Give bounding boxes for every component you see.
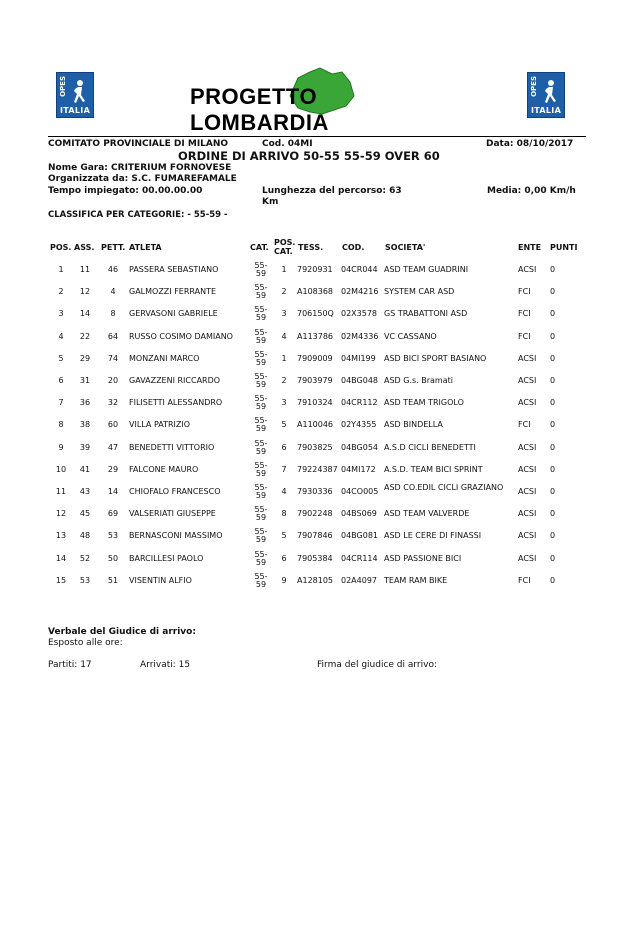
cell-societa: ASD TEAM GUADRINI [384, 265, 469, 274]
cell-tess: A113786 [297, 331, 334, 341]
cell-cod: 04CR112 [341, 398, 378, 408]
cell-poscat: 8 [281, 509, 287, 519]
race-name: Nome Gara: CRITERIUM FORNOVESE [48, 163, 232, 173]
cell-atleta: GERVASONI GABRIELE [129, 309, 218, 319]
table-row [0, 503, 630, 525]
cell-pos: 5 [58, 353, 64, 363]
col-ass: ASS. [74, 243, 95, 252]
col-cat: CAT. [250, 243, 269, 252]
logo-text-italia: ITALIA [60, 106, 91, 115]
cell-pos: 8 [58, 420, 64, 430]
committee: COMITATO PROVINCIALE DI MILANO [48, 139, 229, 149]
cell-societa: TEAM RAM BIKE [384, 575, 448, 585]
cell-tess: 7902248 [297, 509, 333, 519]
cell-ass: 11 [79, 265, 91, 274]
cell-cat-line1: 55- [254, 349, 268, 359]
cell-cat-line2: 59 [255, 557, 267, 567]
cell-societa: ASD G.s. Bramati [384, 376, 453, 385]
cell-tess: 7920931 [297, 265, 333, 274]
table-row [0, 370, 630, 392]
header-divider [48, 136, 586, 137]
progetto-lombardia-banner [180, 66, 450, 135]
cell-poscat: 4 [281, 331, 287, 341]
cell-pos: 13 [55, 531, 67, 541]
cell-cat [252, 284, 270, 300]
cell-punti: 0 [550, 464, 556, 474]
code: Cod. 04MI [262, 139, 313, 149]
cell-punti: 0 [550, 442, 556, 452]
cell-cat-line2: 59 [255, 468, 267, 478]
cell-pos: 14 [55, 553, 67, 563]
col-cod: COD. [342, 243, 365, 252]
cell-cat-line1: 55- [254, 261, 268, 270]
cell-ass: 45 [79, 509, 91, 519]
cell-cat-line2: 59 [255, 424, 267, 434]
organizer: Organizzata da: S.C. FUMAREFAMALE [48, 174, 237, 184]
cell-atleta: BARCILLESI PAOLO [129, 553, 204, 563]
partiti: Partiti: 17 [48, 660, 92, 670]
table-row [0, 326, 630, 348]
cell-atleta: FILISETTI ALESSANDRO [129, 398, 223, 408]
cell-cat [252, 528, 270, 544]
cell-pos: 10 [55, 464, 67, 474]
cell-pos: 1 [58, 265, 64, 274]
cell-ente: FCI [518, 287, 531, 297]
table-row [0, 414, 630, 436]
cell-cod: 04BG054 [341, 442, 378, 452]
cell-cat [252, 506, 270, 522]
cell-tess: A128105 [297, 575, 334, 585]
cell-cod: 02M4336 [341, 331, 379, 341]
cell-cat [252, 417, 270, 433]
cell-tess: 7909009 [297, 353, 333, 363]
cell-atleta: GAVAZZENI RICCARDO [129, 376, 221, 385]
cell-atleta: FALCONE MAURO [129, 464, 199, 474]
cell-ente: FCI [518, 575, 531, 585]
cell-societa: ASD PASSIONE BICI [384, 553, 462, 563]
cell-cat-line2: 59 [255, 269, 267, 278]
cell-ente: ACSI [518, 442, 537, 452]
cell-pett: 20 [107, 376, 119, 385]
cell-punti: 0 [550, 309, 556, 319]
cell-cat-line1: 55- [254, 460, 268, 470]
cell-ass: 39 [79, 442, 91, 452]
cell-societa: ASD TEAM VALVERDE [384, 509, 470, 519]
cell-punti: 0 [550, 376, 556, 385]
cell-tess: A110046 [297, 420, 334, 430]
cell-societa: ASD LE CERE DI FINASSI [384, 531, 482, 541]
table-row [0, 459, 630, 481]
cell-cat-line2: 59 [255, 335, 267, 345]
cell-cat [252, 484, 270, 500]
table-row [0, 392, 630, 414]
cell-poscat: 6 [281, 553, 287, 563]
cell-ass: 36 [79, 398, 91, 408]
cell-cat [252, 351, 270, 367]
cell-pos: 7 [58, 398, 64, 408]
cell-ass: 29 [79, 353, 91, 363]
cell-cat [252, 573, 270, 589]
col-tess: TESS. [298, 243, 324, 252]
cell-pett: 64 [107, 331, 119, 341]
cell-atleta: MONZANI MARCO [129, 353, 200, 363]
cell-cat-line1: 55- [254, 305, 268, 315]
logo-text-opes: OPES [530, 76, 538, 97]
cell-societa: A.S.D CICLI BENEDETTI [384, 442, 476, 452]
page-title: ORDINE DI ARRIVO 50-55 55-59 OVER 60 [178, 149, 440, 163]
cell-pett: 4 [110, 287, 116, 297]
cell-cod: 04CR044 [341, 265, 378, 274]
cell-societa: SYSTEM CAR ASD [384, 287, 455, 297]
cell-pos: 12 [55, 509, 67, 519]
cell-poscat: 5 [281, 531, 287, 541]
cell-tess: 79224387 [297, 464, 338, 474]
col-punti: PUNTI [550, 243, 578, 252]
cell-cod: 04MI172 [341, 464, 376, 474]
cell-cat [252, 329, 270, 345]
cell-societa: ASD BICI SPORT BASIANO [384, 353, 487, 363]
opes-italia-logo-right [527, 72, 565, 118]
cell-ass: 43 [79, 487, 91, 496]
cell-poscat: 4 [281, 487, 287, 496]
judge-title: Verbale del Giudice di arrivo: [48, 627, 196, 637]
cell-ente: ACSI [518, 509, 537, 519]
cell-cat-line2: 59 [255, 291, 267, 301]
category-label: CLASSIFICA PER CATEGORIE: - 55-59 - [48, 210, 228, 220]
cell-cat-line1: 55- [254, 416, 268, 426]
cell-atleta: PASSERA SEBASTIANO [129, 265, 219, 274]
cell-ass: 41 [79, 464, 91, 474]
col-poscat-1: POS. [274, 238, 296, 247]
cell-societa: ASD BINDELLA [384, 420, 443, 430]
arrivati: Arrivati: 15 [140, 660, 191, 670]
cell-poscat: 6 [281, 442, 287, 452]
col-pos: POS. [50, 243, 72, 252]
cell-pos: 11 [55, 487, 67, 496]
cell-cat-line1: 55- [254, 505, 268, 515]
cell-punti: 0 [550, 353, 556, 363]
cell-pett: 8 [110, 309, 116, 319]
table-row [0, 437, 630, 459]
cell-cod: 04BG048 [341, 376, 378, 385]
cell-atleta: CHIOFALO FRANCESCO [129, 487, 221, 496]
col-societa: SOCIETA' [385, 243, 426, 252]
cell-pett: 46 [107, 265, 119, 274]
cell-atleta: VILLA PATRIZIO [129, 420, 191, 430]
cell-punti: 0 [550, 265, 556, 274]
cell-cat [252, 373, 270, 389]
cell-punti: 0 [550, 287, 556, 297]
logo-text-opes: OPES [59, 76, 67, 97]
cell-ente: FCI [518, 331, 531, 341]
cell-ass: 38 [79, 420, 91, 430]
cell-cat-line1: 55- [254, 327, 268, 337]
table-row [0, 303, 630, 325]
table-row [0, 525, 630, 547]
cell-ente: ACSI [518, 553, 537, 563]
cell-pos: 6 [58, 376, 64, 385]
cell-cod: 02A4097 [341, 575, 378, 585]
cell-societa: VC CASSANO [384, 331, 437, 341]
cell-tess: 7903825 [297, 442, 333, 452]
judge-signature: Firma del giudice di arrivo: [317, 660, 437, 670]
cell-tess: 7903979 [297, 376, 333, 385]
distance: Lunghezza del percorso: 63 [262, 186, 402, 196]
date: Data: 08/10/2017 [486, 139, 574, 149]
cell-poscat: 5 [281, 420, 287, 430]
posted-time: Esposto alle ore: [48, 638, 123, 648]
cell-punti: 0 [550, 509, 556, 519]
cell-cat-line2: 59 [255, 446, 267, 456]
cell-tess: 7907846 [297, 531, 333, 541]
cell-cat [252, 440, 270, 456]
table-row [0, 570, 630, 592]
cell-cod: 04CO005 [341, 487, 379, 496]
cell-cod: 04BS069 [341, 509, 377, 519]
cell-ass: 52 [79, 553, 91, 563]
cell-societa: ASD CO.EDIL CICLI GRAZIANO [384, 483, 504, 492]
cell-pos: 9 [58, 442, 64, 452]
cell-ente: ACSI [518, 353, 537, 363]
time-used: Tempo impiegato: 00.00.00.00 [48, 186, 203, 196]
cell-cat-line1: 55- [254, 549, 268, 559]
cell-ente: ACSI [518, 376, 537, 385]
cell-ass: 31 [79, 376, 91, 385]
cell-cat-line2: 59 [255, 579, 267, 589]
runner-icon [540, 79, 558, 107]
cell-poscat: 3 [281, 309, 287, 319]
cell-cod: 02X3578 [341, 309, 378, 319]
cell-ente: ACSI [518, 531, 537, 541]
table-row [0, 548, 630, 570]
cell-cat [252, 462, 270, 478]
cell-cat-line2: 59 [255, 313, 267, 323]
table-row [0, 259, 630, 281]
opes-italia-logo-left [56, 72, 94, 118]
cell-cat-line2: 59 [255, 402, 267, 412]
cell-tess: 7905384 [297, 553, 333, 563]
cell-cat-line2: 59 [255, 380, 267, 389]
cell-societa: GS TRABATTONI ASD [384, 309, 468, 319]
cell-pett: 60 [107, 420, 119, 430]
cell-poscat: 1 [281, 265, 287, 274]
cell-poscat: 2 [281, 287, 287, 297]
cell-cod: 04CR114 [341, 553, 378, 563]
col-pett: PETT. [101, 243, 126, 252]
cell-pett: 14 [107, 487, 119, 496]
cell-pett: 51 [107, 575, 119, 585]
cell-pett: 47 [107, 442, 119, 452]
cell-cat-line2: 59 [255, 357, 267, 367]
cell-atleta: VISENTIN ALFIO [129, 575, 192, 585]
cell-tess: 706150Q [297, 309, 334, 319]
logo-text-italia: ITALIA [531, 106, 562, 115]
cell-ass: 48 [79, 531, 91, 541]
cell-pett: 74 [107, 353, 119, 363]
cell-punti: 0 [550, 553, 556, 563]
cell-poscat: 3 [281, 398, 287, 408]
cell-cod: 04BG081 [341, 531, 378, 541]
cell-ente: ACSI [518, 398, 537, 408]
table-row [0, 281, 630, 303]
cell-societa: ASD TEAM TRIGOLO [384, 398, 464, 408]
cell-cod: 02Y4355 [341, 420, 377, 430]
cell-cat-line1: 55- [254, 527, 268, 537]
cell-ass: 53 [79, 575, 91, 585]
cell-cat [252, 551, 270, 567]
cell-pos: 2 [58, 287, 64, 297]
table-row [0, 348, 630, 370]
runner-icon [69, 79, 87, 107]
average-speed: Media: 0,00 Km/h [487, 186, 576, 196]
cell-ass: 22 [79, 331, 91, 341]
cell-ente: ACSI [518, 464, 537, 474]
cell-cat-line1: 55- [254, 571, 268, 581]
cell-punti: 0 [550, 398, 556, 408]
table-row [0, 481, 630, 503]
cell-cat-line1: 55- [254, 438, 268, 448]
cell-punti: 0 [550, 420, 556, 430]
cell-societa: A.S.D. TEAM BICI SPRINT [384, 464, 483, 474]
cell-tess: 7930336 [297, 487, 333, 496]
cell-punti: 0 [550, 531, 556, 541]
cell-cod: 04MI199 [341, 353, 376, 363]
cell-poscat: 9 [281, 575, 287, 585]
cell-cat-line1: 55- [254, 372, 268, 381]
cell-cat [252, 306, 270, 322]
cell-cat [252, 395, 270, 411]
cell-tess: 7910324 [297, 398, 333, 408]
cell-pett: 50 [107, 553, 119, 563]
cell-pett: 29 [107, 464, 119, 474]
cell-ass: 14 [79, 309, 91, 319]
cell-ente: FCI [518, 420, 531, 430]
distance-unit: Km [262, 197, 279, 207]
cell-atleta: BERNASCONI MASSIMO [129, 531, 223, 541]
cell-pett: 32 [107, 398, 119, 408]
cell-pett: 69 [107, 509, 119, 519]
cell-ente: ACSI [518, 487, 537, 496]
cell-pett: 53 [107, 531, 119, 541]
cell-pos: 15 [55, 575, 67, 585]
cell-cat-line2: 59 [255, 513, 267, 523]
cell-poscat: 2 [281, 376, 287, 385]
banner-title: PROGETTO LOMBARDIA [190, 84, 329, 135]
cell-tess: A108368 [297, 287, 334, 297]
cell-atleta: BENEDETTI VITTORIO [129, 442, 215, 452]
col-poscat-2: CAT. [274, 247, 293, 256]
cell-atleta: RUSSO COSIMO DAMIANO [129, 331, 233, 341]
cell-punti: 0 [550, 331, 556, 341]
cell-atleta: GALMOZZI FERRANTE [129, 287, 217, 297]
cell-ente: ACSI [518, 265, 537, 274]
cell-atleta: VALSERIATI GIUSEPPE [129, 509, 216, 519]
cell-ass: 12 [79, 287, 91, 297]
cell-punti: 0 [550, 487, 556, 496]
cell-cat-line2: 59 [255, 491, 267, 500]
cell-cat-line2: 59 [255, 535, 267, 545]
cell-cat-line1: 55- [254, 283, 268, 293]
cell-cat-line1: 55- [254, 483, 268, 492]
cell-punti: 0 [550, 575, 556, 585]
cell-poscat: 1 [281, 353, 287, 363]
col-atleta: ATLETA [129, 243, 162, 252]
cell-cod: 02M4216 [341, 287, 379, 297]
cell-ente: FCI [518, 309, 531, 319]
cell-cat-line1: 55- [254, 394, 268, 404]
cell-pos: 3 [58, 309, 64, 319]
cell-pos: 4 [58, 331, 64, 341]
cell-cat [252, 262, 270, 278]
col-ente: ENTE [518, 243, 542, 252]
cell-poscat: 7 [281, 464, 287, 474]
